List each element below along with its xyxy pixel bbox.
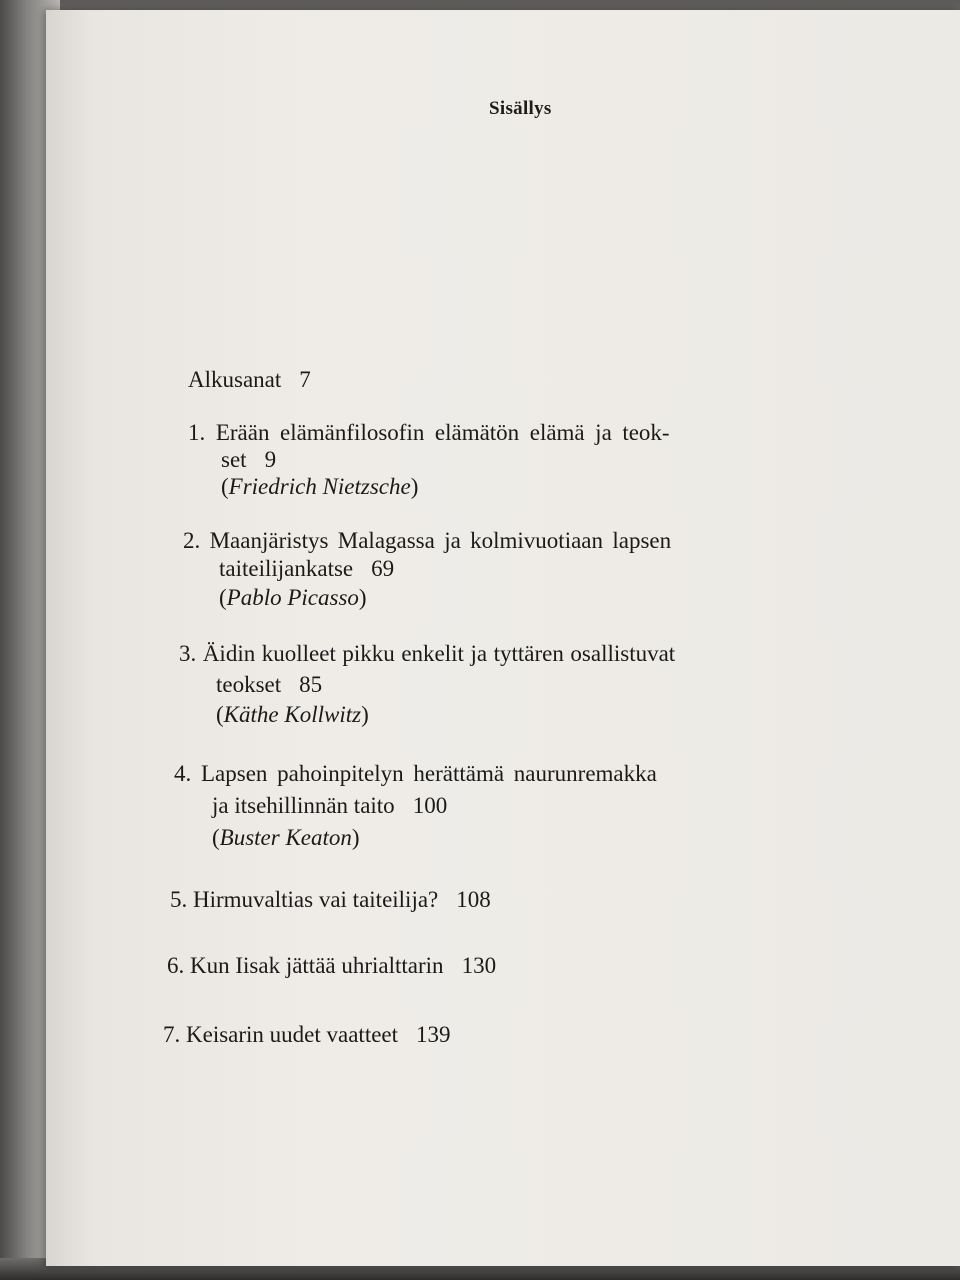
chapter-page: 139 [416,1022,451,1047]
preface-label: Alkusanat [188,367,282,392]
chapter-title-cont: ja itsehillinnän taito [212,793,395,818]
chapter-title: Keisarin uudet vaatteet [186,1022,399,1047]
chapter-title-cont: taiteilijankatse [219,556,354,581]
chapter-title-cont: teokset [216,672,282,697]
chapter-title: Kun Iisak jättää uhrialttarin [190,953,444,978]
chapter-page: 85 [299,672,323,697]
chapter-page: 130 [461,953,497,978]
page-title: Sisällys [489,98,552,119]
toc-chapter-1-line-1 [188,420,670,446]
chapter-page: 9 [264,447,277,472]
toc-chapter-5 [170,887,491,913]
toc-preface [188,367,311,393]
chapter-number: 4. [174,761,192,786]
toc-chapter-1-subject: (Friedrich Nietzsche) [221,474,419,499]
chapter-title: Erään elämänfilosofin elämätön elämä ja teok- [215,420,670,445]
chapter-subject: Käthe Kollwitz [223,702,362,727]
chapter-number: 1. [188,420,206,445]
toc-chapter-3-line-2 [216,672,322,698]
chapter-subject: Pablo Picasso [226,585,359,610]
toc-chapter-3-subject: (Käthe Kollwitz) [216,702,369,727]
chapter-title-cont: set [221,447,247,472]
chapter-number: 6. [167,953,185,978]
toc-chapter-6 [167,953,496,979]
chapter-title: Hirmuvaltias vai taiteilija? [193,887,439,912]
chapter-number: 7. [163,1022,181,1047]
chapter-subject: Buster Keaton [219,825,352,850]
chapter-number: 2. [183,528,201,553]
chapter-title: Maanjäristys Malagassa ja kolmivuotiaan lapsen [209,528,672,553]
chapter-title: Äidin kuolleet pikku enkelit ja tyttären osallistuvat [202,641,676,666]
chapter-page: 100 [412,793,448,818]
toc-chapter-7 [163,1022,451,1048]
toc-chapter-4-line-2 [212,793,447,819]
chapter-number: 3. [179,641,197,666]
toc-chapter-2-line-1 [183,528,671,554]
toc-chapter-2-line-2 [219,556,394,582]
toc-chapter-4-line-1 [174,761,657,787]
chapter-page: 69 [371,556,395,581]
chapter-number: 5. [170,887,188,912]
preface-page: 7 [299,367,311,392]
toc-chapter-4-subject: (Buster Keaton) [212,825,360,850]
toc-chapter-2-subject: (Pablo Picasso) [219,585,367,610]
book-page [46,10,960,1266]
toc-chapter-1-line-2 [221,447,276,473]
chapter-title: Lapsen pahoinpitelyn herättämä naurunremakka [201,761,657,786]
toc-chapter-3-line-1 [179,641,675,667]
chapter-subject: Friedrich Nietzsche [228,474,411,499]
chapter-page: 108 [456,887,491,912]
